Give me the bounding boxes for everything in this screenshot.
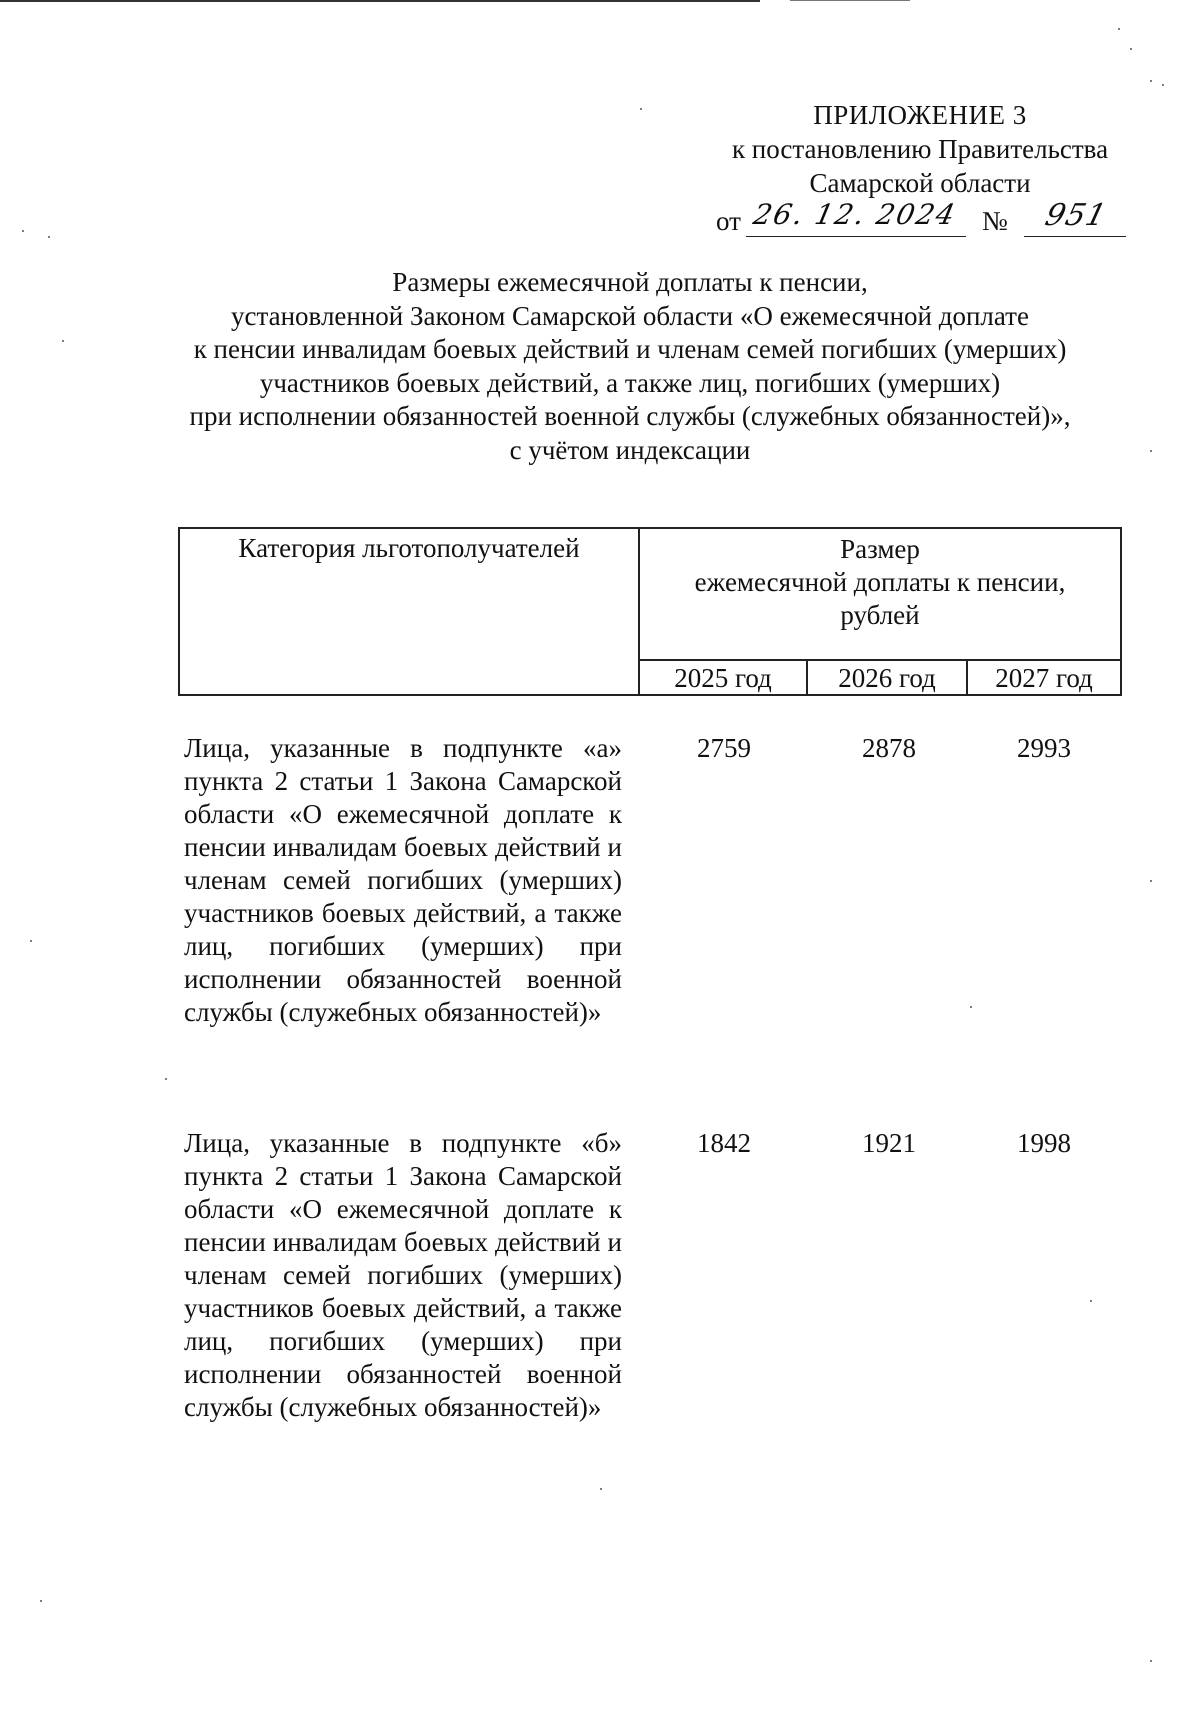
scan-speck [165, 1078, 167, 1080]
scan-speck [640, 108, 642, 110]
table-header [178, 527, 1122, 696]
title-line: при исполнении обязанностей военной службы (служебных обязанностей)», [189, 401, 1071, 431]
title-line: установленной Законом Самарской области «О ежемесячной доплате [231, 300, 1029, 331]
appendix-title: ПРИЛОЖЕНИЕ 3 [813, 100, 1027, 130]
header-year-2025: 2025 год [640, 661, 808, 694]
row-value-2025: 1842 [697, 1128, 751, 1158]
scan-speck [1150, 80, 1152, 82]
scan-speck [1150, 450, 1152, 452]
title-line: Размеры ежемесячной доплаты к пенсии, [392, 267, 868, 297]
header-size [640, 529, 1120, 661]
row-value-2027: 1998 [1017, 1128, 1071, 1158]
handwritten-number: 951 [1041, 198, 1111, 233]
header-category: Категория льготополучателей [180, 529, 640, 694]
scan-speck [30, 940, 32, 942]
scan-speck [40, 1600, 42, 1602]
scan-top-edge-line-short [790, 0, 910, 1]
row-category: Лица, указанные в подпункте «а» пункта 2 статьи 1 Закона Самарской области «О ежемесячной доплате к пенсии инвалидам боевых действий и членам семей погибших (умерших) участников боевых действий, а также лиц, погибших (умерших) при исполнении обязанностей военной службы (служебных обязанностей)» [184, 733, 622, 1027]
header-year-2027: 2027 год [995, 663, 1093, 693]
scan-speck [22, 230, 24, 232]
row-value-2026: 2878 [862, 733, 916, 763]
number-label: № [982, 206, 1008, 236]
date-field [746, 200, 966, 237]
header-size-line: рублей [840, 600, 920, 630]
header-year-2026: 2026 год [808, 661, 968, 694]
row-category: Лица, указанные в подпункте «б» пункта 2 статьи 1 Закона Самарской области «О ежемесячной доплате к пенсии инвалидам боевых действий и членам семей погибших (умерших) участников боевых действий, а также лиц, погибших (умерших) при исполнении обязанностей военной службы (служебных обязанностей)» [184, 1128, 622, 1422]
row-value-2027: 2993 [1017, 733, 1071, 763]
scan-speck [970, 1006, 972, 1008]
scan-speck [1150, 880, 1152, 882]
appendix-region-line: Самарской области [809, 168, 1031, 198]
number-field [1024, 200, 1126, 237]
title-line: к пенсии инвалидам боевых действий и членам семей погибших (умерших) [193, 334, 1067, 364]
scan-speck [1130, 48, 1132, 50]
scan-speck [1118, 28, 1120, 30]
title-line: участников боевых действий, а также лиц, погибших (умерших) [259, 367, 1001, 398]
appendix-header [700, 98, 1140, 200]
scan-speck [1090, 1300, 1092, 1302]
title-line: с учётом индексации [509, 434, 751, 465]
resolution-date-number-line [716, 200, 1126, 240]
row-value-2026: 1921 [862, 1128, 916, 1158]
scan-speck [1162, 84, 1164, 86]
header-size-line: Размер [840, 534, 920, 564]
scan-speck [1150, 1660, 1152, 1662]
row-value-2025: 2759 [697, 733, 751, 763]
header-size-line: ежемесячной доплаты к пенсии, [694, 567, 1066, 597]
date-prefix: от [716, 206, 741, 236]
scan-speck [600, 1488, 602, 1490]
scan-top-edge-line [0, 0, 760, 2]
handwritten-date: 26. 12. 2024 [750, 198, 960, 231]
appendix-resolution-line: к постановлению Правительства [731, 134, 1109, 164]
scan-speck [48, 236, 50, 238]
scan-speck [62, 340, 64, 342]
document-title [150, 266, 1110, 467]
